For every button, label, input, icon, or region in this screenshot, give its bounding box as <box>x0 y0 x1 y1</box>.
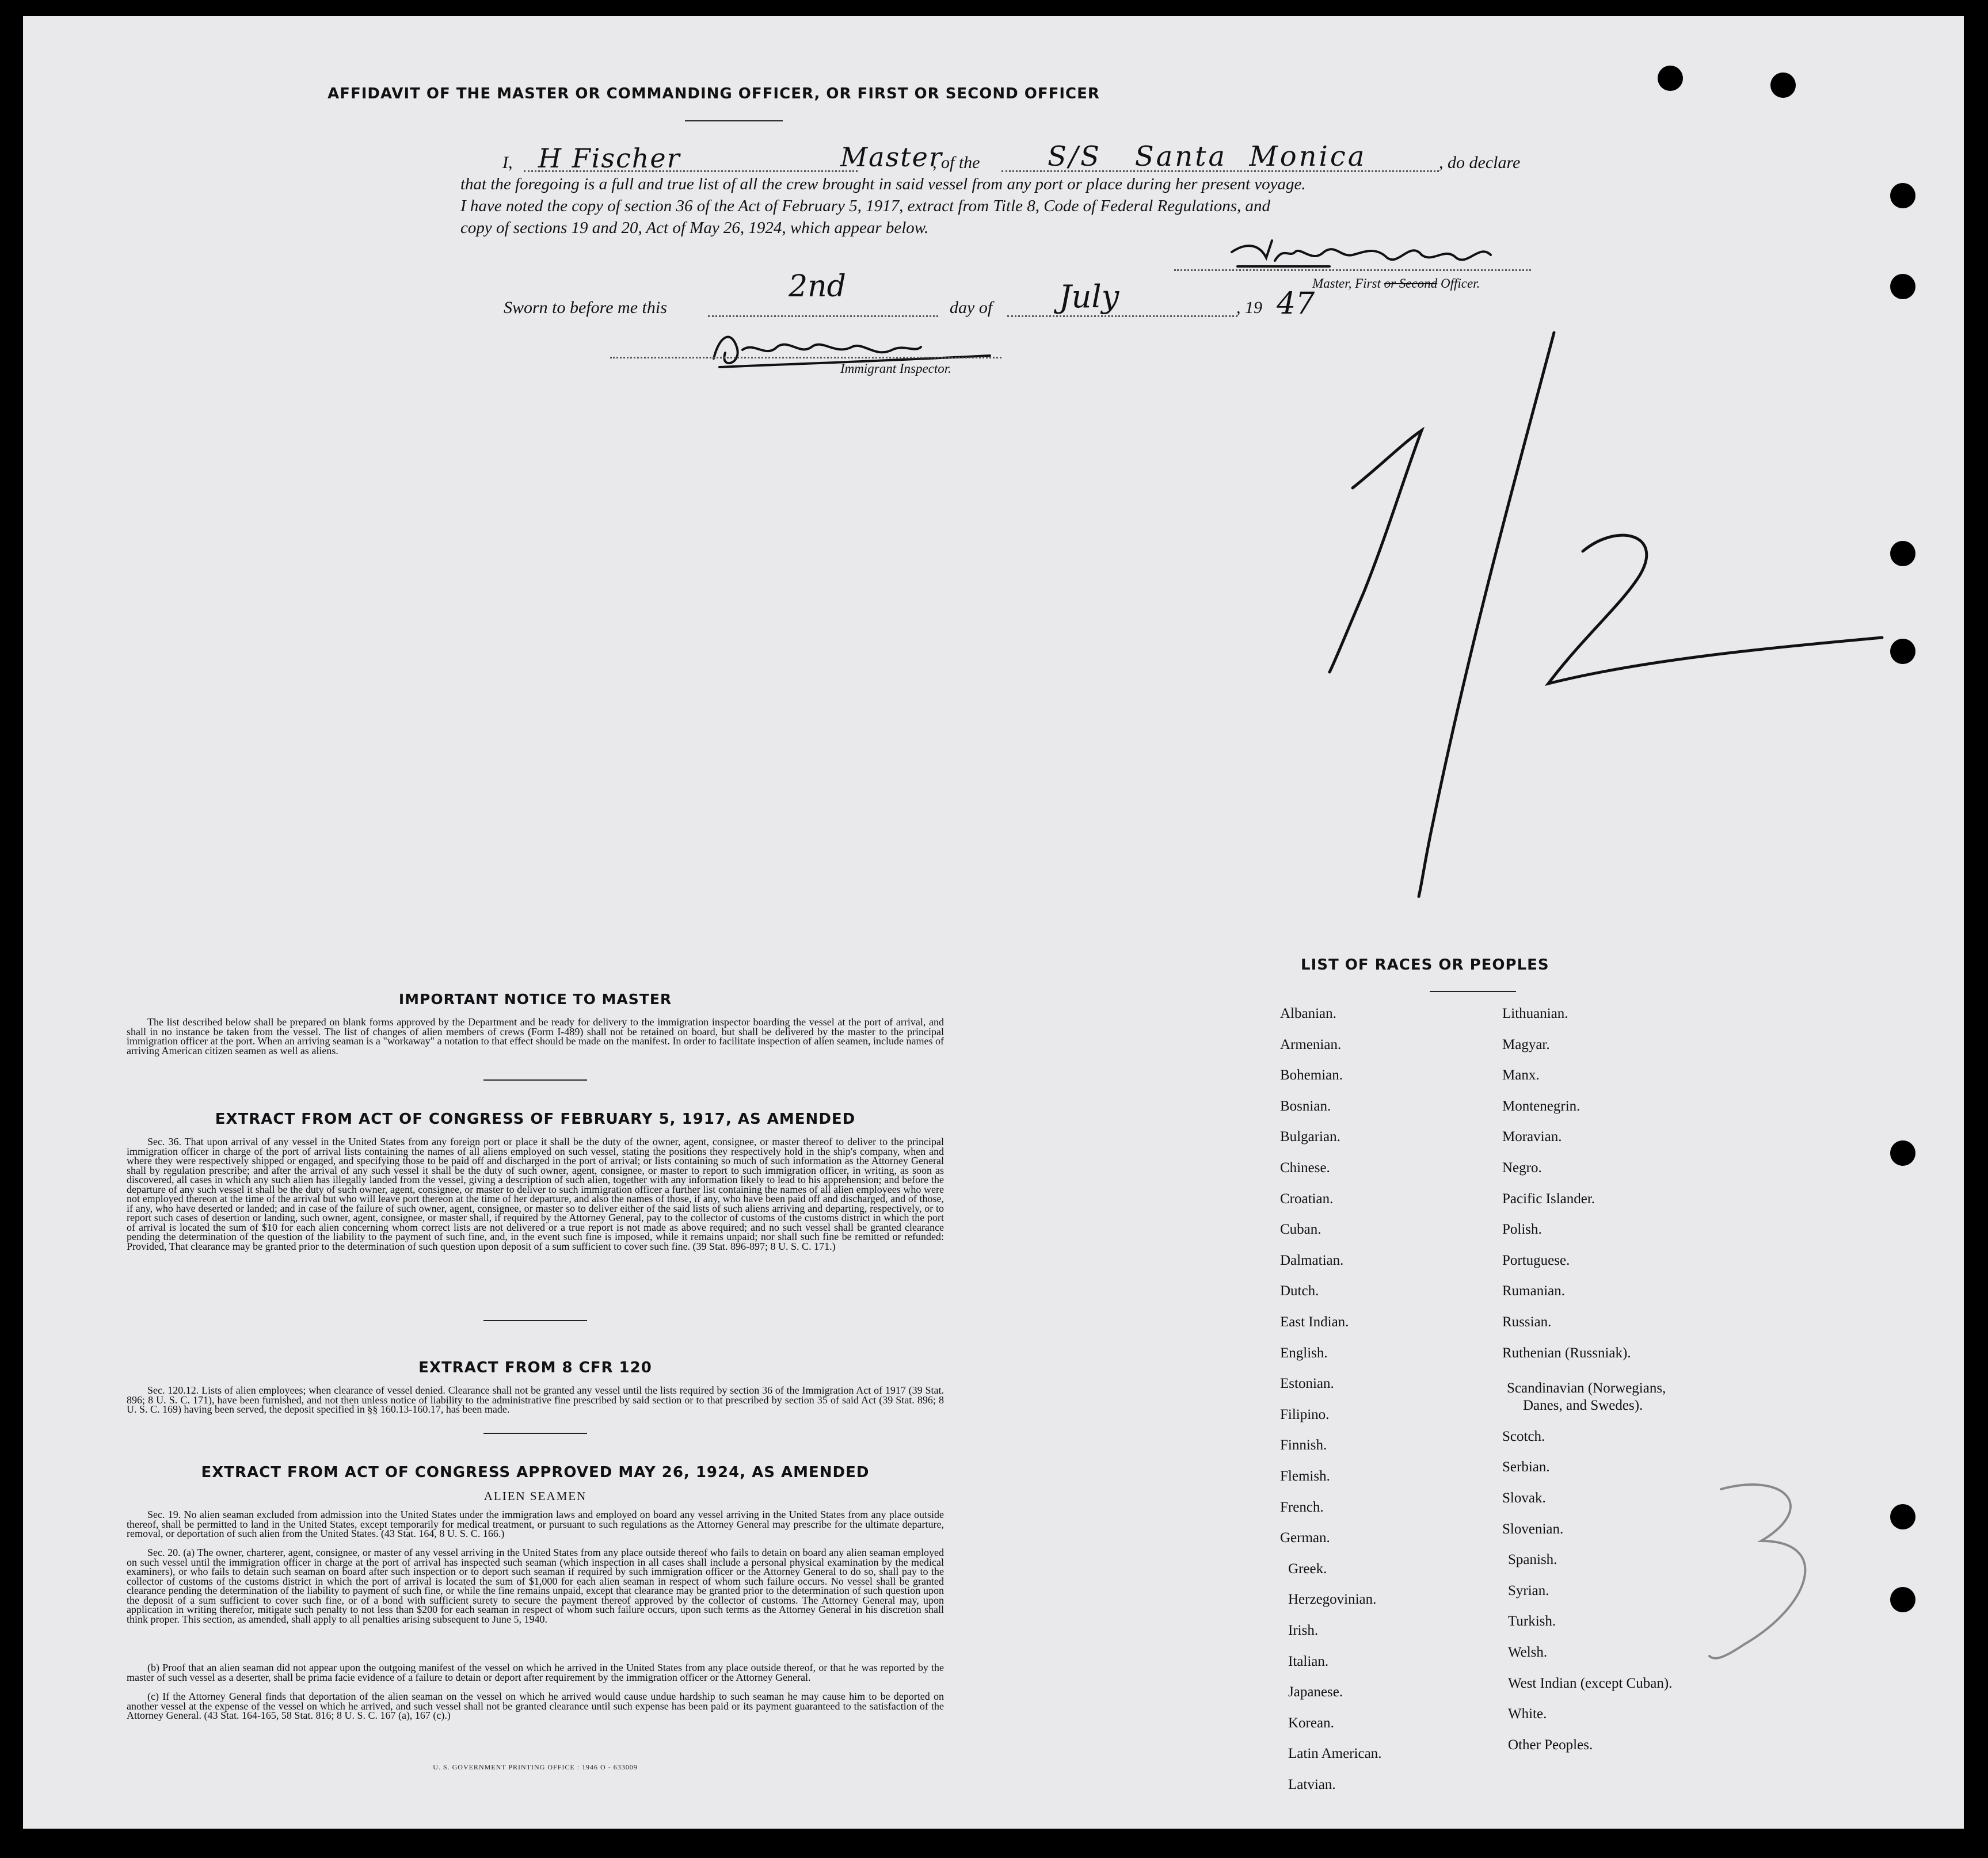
extract-cfr-title: EXTRACT FROM 8 CFR 120 <box>418 1359 652 1376</box>
binder-hole <box>1890 1587 1915 1612</box>
section-rule <box>483 1079 587 1081</box>
race-item: Manx. <box>1502 1067 1540 1083</box>
extract-cfr-text: Sec. 120.12. Lists of alien employees; when clearance of vessel denied. Clearance shall not be granted any vessel until the lists required by section 36 of the Immigration Act of 1917 (39 Stat. 896; 8 U. S. C. 171), have been furnished, and not then unless notice of liability to the administrative fine prescribed by said section or to that prescribed by section 35 of said Act (39 Stat. 896; 8 U. S. C. 169) having been served, the deposit specified in §§ 160.13-160.17, has been made. <box>127 1384 944 1415</box>
race-item: Serbian. <box>1502 1459 1550 1475</box>
race-item: Scandinavian (Norwegians, <box>1507 1380 1666 1397</box>
race-item: Bulgarian. <box>1280 1129 1340 1145</box>
document-page <box>23 16 1964 1829</box>
races-left-column <box>1280 1006 1522 1823</box>
master-name-handwritten: H Fischer <box>538 143 681 174</box>
race-item: Lithuanian. <box>1502 1006 1568 1021</box>
race-item: French. <box>1280 1499 1324 1515</box>
race-item: White. <box>1508 1706 1547 1722</box>
master-signature <box>1226 235 1525 281</box>
race-item: Flemish. <box>1280 1468 1330 1484</box>
race-item: Scotch. <box>1502 1428 1545 1444</box>
race-item: Montenegrin. <box>1502 1098 1581 1114</box>
race-item: Latvian. <box>1288 1777 1336 1792</box>
race-item: Finnish. <box>1280 1437 1327 1453</box>
month-handwritten: July <box>1059 278 1119 315</box>
sworn-label: Sworn to before me this <box>504 298 667 317</box>
race-item: Other Peoples. <box>1508 1737 1593 1753</box>
extract-1924-sec20c: (c) If the Attorney General finds that deportation of the alien seaman on the vessel on which he arrived would cause undue hardship to such seaman he may cause him to be deported on another vessel at the expense of the vessel on which he arrived, and such vessel shall not be granted clearance until such expense has been paid or its payment guaranteed to the satisfaction of the Attorney General. (43 Stat. 164-165, 58 Stat. 816; 8 U. S. C. 167 (a), 167 (c).) <box>127 1691 944 1721</box>
day-of-label: day of <box>950 298 993 317</box>
race-item: Polish. <box>1502 1222 1542 1238</box>
race-item: Negro. <box>1502 1160 1542 1176</box>
master-rank-handwritten: Master <box>840 142 943 173</box>
year-handwritten: 47 <box>1277 287 1315 321</box>
binder-hole <box>1658 66 1683 91</box>
binder-hole <box>1890 1504 1915 1529</box>
binder-hole <box>1890 1140 1915 1166</box>
races-title: LIST OF RACES OR PEOPLES <box>1301 956 1549 974</box>
race-item: West Indian (except Cuban). <box>1508 1675 1673 1691</box>
race-item: Latin American. <box>1288 1746 1382 1762</box>
inspector-label: Immigrant Inspector. <box>840 361 951 376</box>
race-item: Danes, and Swedes). <box>1523 1398 1643 1414</box>
race-item: Croatian. <box>1280 1191 1334 1207</box>
race-item: Pacific Islander. <box>1502 1191 1595 1207</box>
extract-1924-sec19: Sec. 19. No alien seaman excluded from admission into the United States under the immigration laws and employed on board any vessel arriving in the United States from any place outside thereof, shall be permitted to land in the United States, except temporarily for medical treatment, or pursuant to such regulations as the Attorney General may prescribe for the ultimate departure, removal, or deportation of such alien from the United States. (43 Stat. 164, 8 U. S. C. 166.) <box>127 1509 944 1539</box>
race-item: Cuban. <box>1280 1222 1321 1238</box>
race-item: Russian. <box>1502 1314 1552 1330</box>
handwritten-mark-7-2 <box>1284 327 1963 960</box>
race-item: Portuguese. <box>1502 1252 1570 1268</box>
race-item: Spanish. <box>1508 1552 1557 1568</box>
important-notice-text: The list described below shall be prepared on blank forms approved by the Department and be ready for delivery to the immigration inspector boarding the vessel at the port of arrival, and shall in no instance be taken from the vessel. The list of changes of alien members of crews (Form I-489) shall not be retained on board, but shall be delivered by the master to the principal immigration officer at the port. When an arriving seaman is a "workaway" a notation to that effect should be made on the manifest. In order to facilitate inspection of alien seamen, include names of arriving American citizen seamen as well as aliens. <box>127 1016 944 1056</box>
affidavit-line4: copy of sections 19 and 20, Act of May 26, 1924, which appear below. <box>460 219 929 237</box>
do-declare-label: , do declare <box>1439 153 1521 172</box>
race-item: English. <box>1280 1345 1328 1361</box>
race-item: Turkish. <box>1508 1613 1556 1630</box>
race-item: Herzegovinian. <box>1288 1592 1377 1608</box>
race-item: Syrian. <box>1508 1582 1549 1598</box>
affidavit-title: AFFIDAVIT OF THE MASTER OR COMMANDING OFFICER, OR FIRST OR SECOND OFFICER <box>327 85 1100 102</box>
race-item: Bohemian. <box>1280 1067 1343 1083</box>
title-rule <box>685 120 783 121</box>
race-item: Magyar. <box>1502 1036 1550 1052</box>
extract-1924-sec20a: Sec. 20. (a) The owner, charterer, agent, consignee, or master of any vessel arriving in the United States from any place outside thereof who fails to detain on board any alien seaman employed on such vessel until the immigration officer in charge at the port of arrival has inspected such seaman (which inspection in all cases shall include a personal physical examination by the medical examiners), or who fails to detain such seaman on board after such inspection or to deport such seaman if required by such immigration officer or the Attorney General to do so, shall pay to the collector of customs of the customs district in which the port of arrival is located the sum of $1,000 for each alien seaman in respect of whom such failure occurs. No vessel shall be granted clearance pending the determination of the liability to payment of such fine, or while the fine remains unpaid, except that clearance may be granted prior to the determination of such question upon the deposit of a sum sufficient to cover such fine, or of a bond with sufficient surety to secure the payment thereof approved by the collector of customs. The Attorney General may, upon application in writing therefor, mitigate such penalty to not less than $200 for each seaman in respect of whom such failure occurs, upon such terms as the Attorney General in his discretion shall think proper. This section, as amended, shall apply to all penalties arising subsequent to June 5, 1940. <box>127 1547 944 1625</box>
binder-hole <box>1890 274 1915 299</box>
section-rule <box>483 1433 587 1434</box>
race-item: Slovenian. <box>1502 1521 1564 1537</box>
race-item: Albanian. <box>1280 1006 1336 1021</box>
master-signature-label <box>1312 276 1480 291</box>
race-item: Welsh. <box>1508 1645 1548 1660</box>
race-item: East Indian. <box>1280 1314 1349 1330</box>
race-item: Ruthenian (Russniak). <box>1502 1345 1631 1361</box>
race-item: Filipino. <box>1280 1406 1330 1422</box>
vessel-name-handwritten: S/S Santa Monica <box>1048 140 1367 173</box>
race-item: Slovak. <box>1502 1490 1546 1506</box>
affidavit-line3: I have noted the copy of section 36 of the Act of February 5, 1917, extract from Title 8, Code of Federal Regulations, and <box>460 197 1271 215</box>
label-part: Master, First <box>1312 276 1384 291</box>
race-item: Irish. <box>1288 1623 1319 1638</box>
race-item: German. <box>1280 1530 1330 1546</box>
race-item: Armenian. <box>1280 1036 1342 1052</box>
alien-seamen-subtitle: ALIEN SEAMEN <box>483 1489 587 1503</box>
race-item: Moravian. <box>1502 1129 1562 1145</box>
races-right-column <box>1502 1006 1825 1823</box>
year-prefix: , 19 <box>1236 298 1262 317</box>
race-item: Chinese. <box>1280 1160 1330 1176</box>
left-column <box>104 983 967 1800</box>
extract-1917-title: EXTRACT FROM ACT OF CONGRESS OF FEBRUARY 5, 1917, AS AMENDED <box>215 1111 856 1128</box>
section-rule <box>483 1320 587 1321</box>
extract-1917-text: Sec. 36. That upon arrival of any vessel in the United States from any foreign port or place it shall be the duty of the owner, agent, consignee, or master thereof to deliver to the principal immigration officer in charge of the port of arrival lists containing the names of all aliens employed on such vessel, stating the positions they respectively hold in the ship's company, when and where they were respectively shipped or engaged, and specifying those to be paid off and discharged in the port of arrival; or lists containing so much of such information as the Attorney General shall by regulation prescribe; and after the arrival of any such vessel it shall be the duty of such owner, agent, consignee, or master to report to such immigration officer, in writing, as soon as discovered, all cases in which any such alien has illegally landed from the vessel, giving a description of such alien, together with any information likely to lead to his apprehension; and before the departure of any such vessel it shall be the duty of such owner, agent, consignee, or master to deliver to such immigration officer a further list containing the names of all alien employees who were not employed thereon at the time of the arrival but who will leave port thereon at the time of her departure, and also the names of those, if any, who have been paid off and discharged, and of those, if any, who have deserted or landed; and in case of the failure of such owner, agent, consignee, or master so to deliver either of the said lists of such aliens arriving and departing, respectively, or to report such cases of desertion or landing, such owner, agent, consignee, or master shall, if required by the Attorney General, pay to the collector of customs of the customs district in which the port of arrival is located the sum of $10 for each alien concerning whom correct lists are not delivered or a true report is not made as above required; and no such vessel shall be granted clearance pending the determination of the question of the liability to the payment of such fine, and, in the event such fine is imposed, while it remains unpaid; nor shall such fine be remitted or refunded: Provided, That clearance may be granted prior to the determination of such question upon deposit of a sum sufficient to cover such fine. (39 Stat. 896-897; 8 U. S. C. 171.) <box>127 1136 944 1252</box>
race-item: Dutch. <box>1280 1283 1319 1299</box>
month-blank <box>1007 315 1237 317</box>
race-item: Bosnian. <box>1280 1098 1331 1114</box>
label-struck: or Second <box>1384 276 1438 291</box>
extract-1924-sec20b: (b) Proof that an alien seaman did not appear upon the outgoing manifest of the vessel on which he arrived in the United States from any place outside thereof, or that he was reported by the master of such vessel as a deserter, shall be prima facie evidence of a failure to detain or deport after requirement by the immigration officer or the Attorney General. <box>127 1662 944 1683</box>
races-rule <box>1430 991 1516 992</box>
affidavit-line2: that the foregoing is a full and true list of all the crew brought in said vessel from any port or place during her present voyage. <box>460 175 1306 193</box>
sworn-day-handwritten: 2nd <box>789 269 846 304</box>
race-item: Italian. <box>1288 1653 1329 1669</box>
race-item: Greek. <box>1288 1561 1327 1577</box>
affidavit-line1-prefix: I, <box>502 153 513 172</box>
important-notice-title: IMPORTANT NOTICE TO MASTER <box>398 991 672 1008</box>
binder-hole <box>1890 183 1915 208</box>
race-item: Rumanian. <box>1502 1283 1566 1299</box>
binder-hole <box>1770 73 1796 98</box>
race-item: Dalmatian. <box>1280 1252 1344 1268</box>
label-part: Officer. <box>1437 276 1480 291</box>
of-the-label: , of the <box>932 153 980 172</box>
extract-1924-title: EXTRACT FROM ACT OF CONGRESS APPROVED MAY 26, 1924, AS AMENDED <box>201 1464 870 1481</box>
day-blank <box>708 315 938 317</box>
printing-office-imprint: U. S. GOVERNMENT PRINTING OFFICE : 1946 O - 633009 <box>433 1763 638 1771</box>
race-item: Estonian. <box>1280 1376 1334 1392</box>
race-item: Japanese. <box>1288 1684 1343 1700</box>
inspector-signature-line <box>610 357 1001 358</box>
race-item: Korean. <box>1288 1715 1334 1731</box>
